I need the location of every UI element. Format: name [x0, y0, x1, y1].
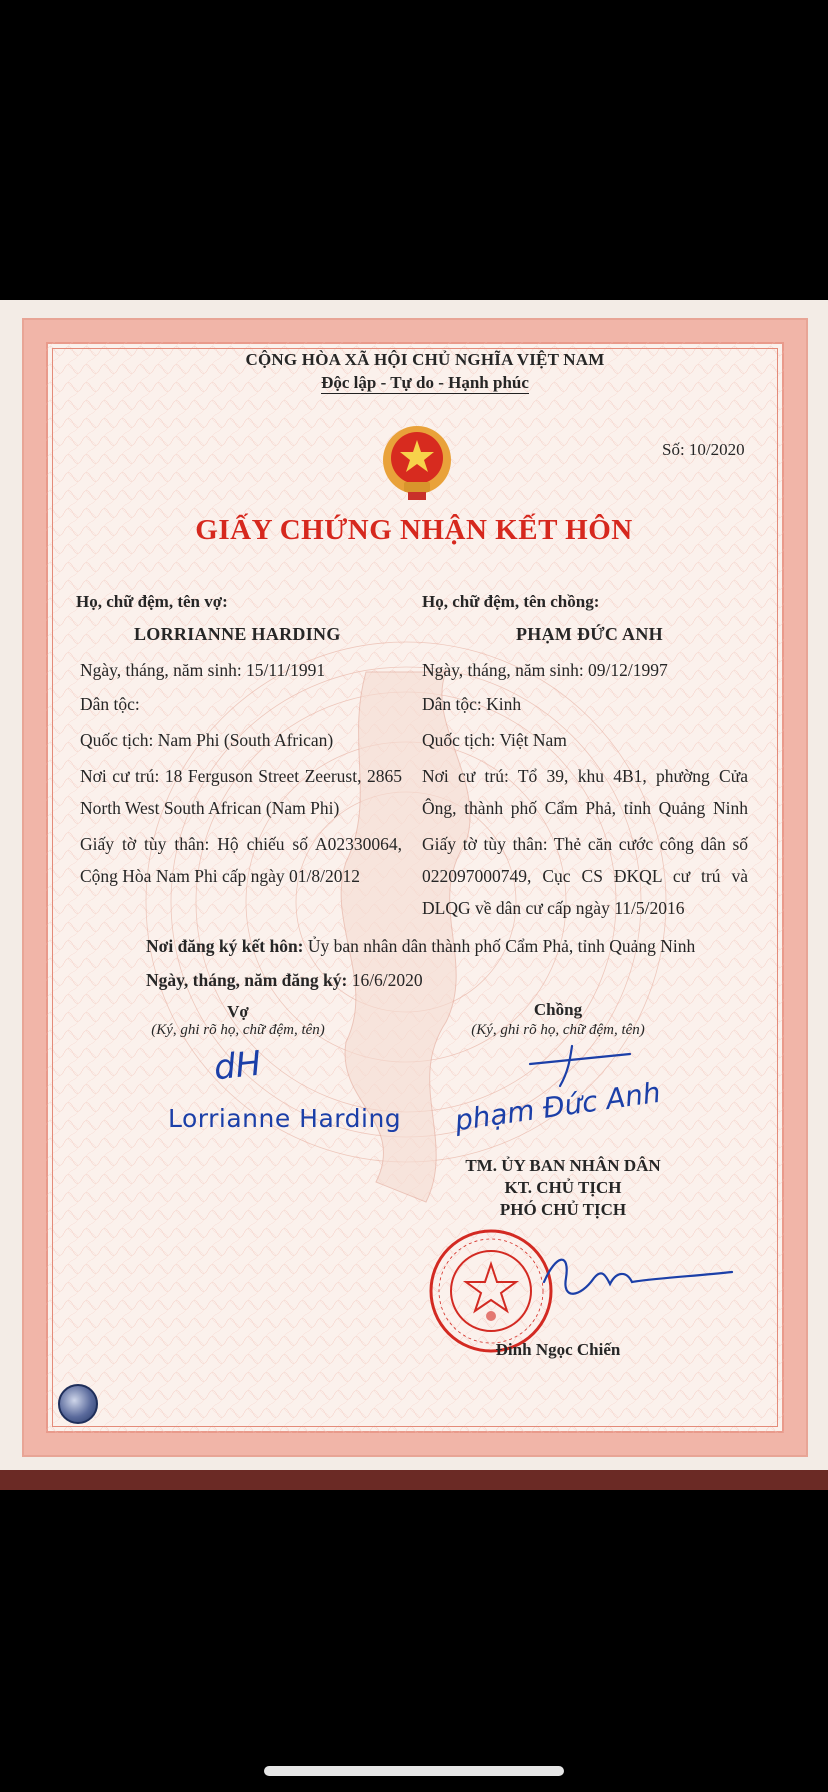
country-header: CỘNG HÒA XÃ HỘI CHỦ NGHĨA VIỆT NAM [245, 350, 605, 369]
husband-id-line2: 022097000749, Cục CS ĐKQL cư trú và [422, 866, 748, 886]
wife-residence-line1: Nơi cư trú: 18 Ferguson Street Zeerust, 2865 [80, 766, 402, 786]
authority-line3: PHÓ CHỦ TỊCH [499, 1200, 627, 1219]
hologram-sticker-icon [58, 1384, 98, 1424]
certificate-number: Số: 10/2020 [662, 440, 745, 459]
authority-line1: TM. ỦY BAN NHÂN DÂN [465, 1156, 661, 1175]
wife-id-line2: Cộng Hòa Nam Phi cấp ngày 01/8/2012 [80, 866, 360, 886]
husband-id-line1: Giấy tờ tùy thân: Thẻ căn cước công dân số [422, 834, 748, 854]
husband-ethnicity: Dân tộc: Kinh [422, 694, 522, 714]
motto: Độc lập - Tự do - Hạnh phúc [321, 373, 529, 392]
wife-name: LORRIANNE HARDING [134, 624, 341, 644]
wife-initials-signature: dH [212, 1043, 264, 1089]
registration-place: Nơi đăng ký kết hôn: Ủy ban nhân dân thành phố Cẩm Phả, tỉnh Quảng Ninh [146, 936, 696, 956]
official-signature-stroke [536, 1248, 736, 1308]
wife-signature-note: (Ký, ghi rõ họ, chữ đệm, tên) [151, 1022, 325, 1038]
husband-dob: Ngày, tháng, năm sinh: 09/12/1997 [422, 660, 668, 680]
wife-dob: Ngày, tháng, năm sinh: 15/11/1991 [80, 660, 326, 680]
husband-residence-line2: Ông, thành phố Cẩm Phả, tỉnh Quảng Ninh [422, 798, 748, 818]
wife-signature-title: Vợ [227, 1002, 249, 1021]
national-emblem-icon [378, 420, 456, 504]
wife-id-line1: Giấy tờ tùy thân: Hộ chiếu số A02330064, [80, 834, 402, 854]
husband-handwritten-name: phạm Đức Anh [452, 1075, 663, 1138]
husband-residence-line1: Nơi cư trú: Tổ 39, khu 4B1, phường Cửa [422, 766, 748, 786]
wife-nationality: Quốc tịch: Nam Phi (South African) [80, 730, 334, 750]
certificate-title: GIẤY CHỨNG NHẬN KẾT HÔN [195, 514, 633, 546]
authority-line2: KT. CHỦ TỊCH [504, 1178, 622, 1197]
husband-nationality: Quốc tịch: Việt Nam [422, 730, 567, 750]
husband-signature-title: Chồng [533, 1000, 583, 1019]
husband-name: PHẠM ĐỨC ANH [516, 624, 663, 644]
husband-label: Họ, chữ đệm, tên chồng: [422, 592, 600, 611]
wife-ethnicity: Dân tộc: [80, 694, 140, 714]
husband-signature-note: (Ký, ghi rõ họ, chữ đệm, tên) [471, 1022, 645, 1038]
wife-residence-line2: North West South African (Nam Phi) [80, 798, 340, 818]
wife-label: Họ, chữ đệm, tên vợ: [76, 592, 228, 611]
registration-date: Ngày, tháng, năm đăng ký: 16/6/2020 [146, 970, 423, 990]
table-edge [0, 1470, 828, 1490]
home-indicator[interactable] [264, 1766, 564, 1776]
wife-handwritten-name: Lorrianne Harding [168, 1104, 402, 1133]
husband-id-line3: DLQG về dân cư cấp ngày 11/5/2016 [422, 898, 685, 918]
authority-signer: Đinh Ngọc Chiến [495, 1340, 621, 1359]
